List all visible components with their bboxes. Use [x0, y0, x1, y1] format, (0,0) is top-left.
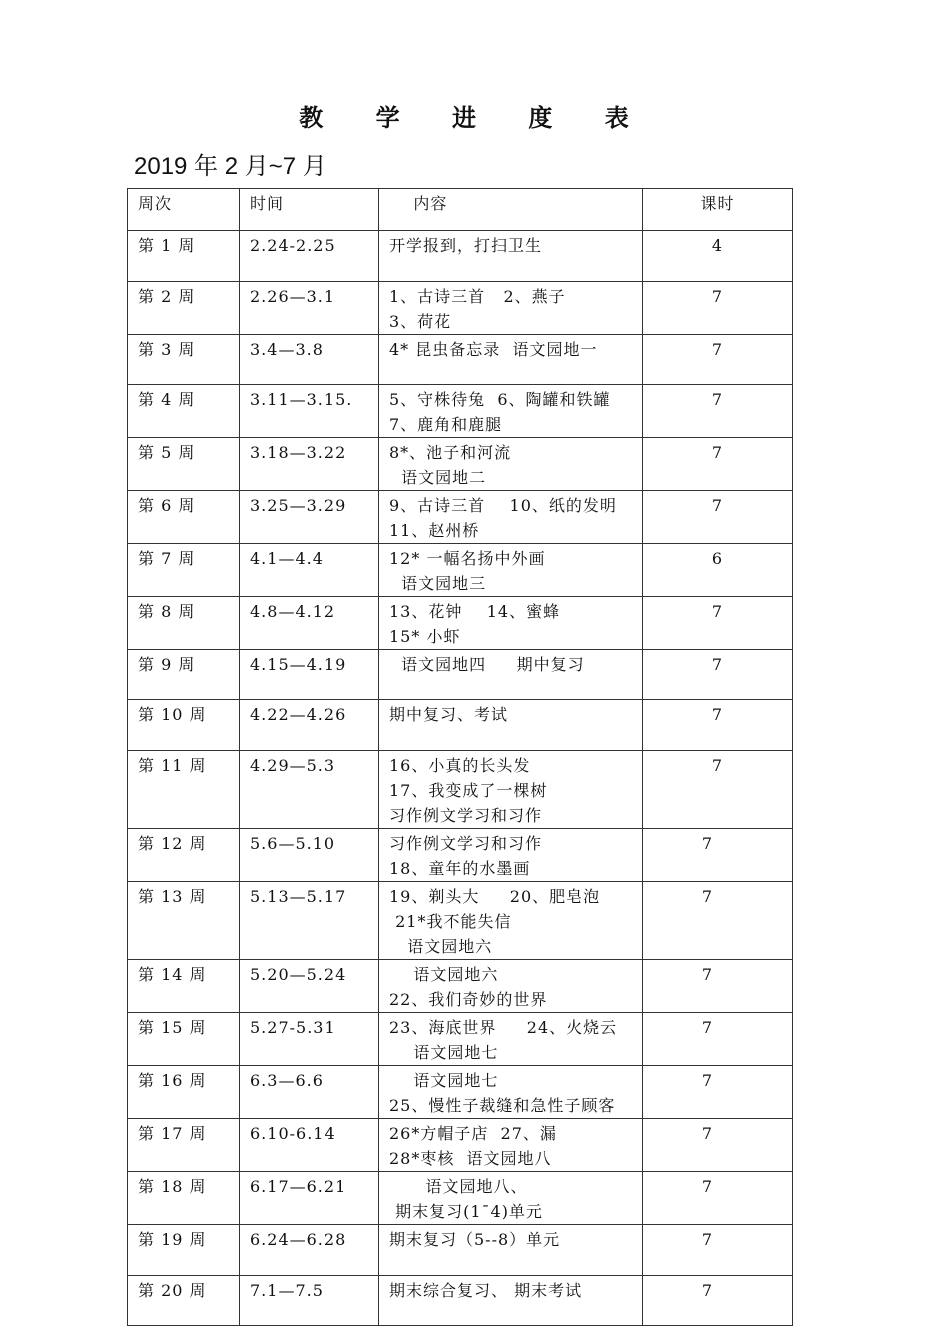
cell-time: 6.3—6.6: [240, 1066, 379, 1119]
content-line: 5、守株待兔 6、陶罐和铁罐: [389, 390, 611, 409]
content-line: 9、古诗三首 10、纸的发明: [389, 496, 617, 515]
schedule-table: [127, 188, 793, 1326]
cell-hours: 6: [643, 544, 793, 597]
cell-hours: 7: [643, 438, 793, 491]
content-line: 期末复习(1¯4)单元: [389, 1202, 543, 1221]
table-row: [128, 231, 793, 282]
content-line: 期末复习（5--8）单元: [389, 1230, 561, 1249]
content-line: 习作例文学习和习作: [389, 834, 543, 853]
cell-content: [379, 1119, 643, 1172]
cell-time: 4.1—4.4: [240, 544, 379, 597]
table-row: [128, 700, 793, 751]
content-line: 3、荷花: [389, 312, 452, 331]
cell-hours: 7: [643, 491, 793, 544]
cell-time: 6.24—6.28: [240, 1225, 379, 1276]
cell-content: [379, 650, 643, 700]
cell-content: [379, 1013, 643, 1066]
cell-hours: 4: [643, 231, 793, 282]
table-row: [128, 335, 793, 385]
cell-week: 第 4 周: [128, 385, 240, 438]
content-line: 28*枣核 语文园地八: [389, 1149, 552, 1168]
content-line: 12* 一幅名扬中外画: [389, 549, 546, 568]
table-row: [128, 438, 793, 491]
cell-week: 第 5 周: [128, 438, 240, 491]
cell-week: 第 2 周: [128, 282, 240, 335]
content-line: 4* 昆虫备忘录 语文园地一: [389, 340, 598, 359]
cell-content: [379, 438, 643, 491]
content-line: 23、海底世界 24、火烧云: [389, 1018, 618, 1037]
date-range-subtitle: 2019 年 2 月~7 月: [134, 153, 327, 180]
cell-week: 第 12 周: [128, 829, 240, 882]
header-week: 周次: [128, 189, 240, 231]
table-row: [128, 882, 793, 960]
content-line: 18、童年的水墨画: [389, 859, 531, 878]
cell-content: [379, 385, 643, 438]
content-line: 语文园地六: [389, 937, 493, 956]
cell-content: [379, 1066, 643, 1119]
content-line: 开学报到，打扫卫生: [389, 236, 543, 255]
table-row: [128, 829, 793, 882]
table-row: [128, 1172, 793, 1225]
cell-content: [379, 829, 643, 882]
cell-hours: 7: [643, 960, 793, 1013]
content-line: 11、赵州桥: [389, 521, 480, 540]
cell-week: 第 3 周: [128, 335, 240, 385]
cell-hours: 7: [643, 385, 793, 438]
content-line: 语文园地四 期中复习: [389, 655, 585, 674]
content-line: 语文园地三: [389, 574, 487, 593]
content-line: 8*、池子和河流: [389, 443, 512, 462]
content-line: 期中复习、考试: [389, 705, 509, 724]
cell-time: 6.10-6.14: [240, 1119, 379, 1172]
content-line: 13、花钟 14、蜜蜂: [389, 602, 561, 621]
cell-hours: 7: [643, 829, 793, 882]
cell-week: 第 1 周: [128, 231, 240, 282]
cell-week: 第 19 周: [128, 1225, 240, 1276]
cell-hours: 7: [643, 751, 793, 829]
cell-time: 2.26—3.1: [240, 282, 379, 335]
cell-hours: 7: [643, 1172, 793, 1225]
table-row: [128, 385, 793, 438]
header-content: 内容: [379, 189, 643, 231]
content-line: 7、鹿角和鹿腿: [389, 415, 503, 434]
table-row: [128, 751, 793, 829]
content-line: 1、古诗三首 2、燕子: [389, 287, 566, 306]
content-line: 语文园地二: [389, 468, 487, 487]
page-title: 教 学 进 度 表: [299, 104, 651, 132]
cell-hours: 7: [643, 1225, 793, 1276]
cell-week: 第 20 周: [128, 1276, 240, 1326]
cell-hours: 7: [643, 1013, 793, 1066]
cell-content: [379, 231, 643, 282]
content-line: 15* 小虾: [389, 627, 461, 646]
cell-week: 第 16 周: [128, 1066, 240, 1119]
content-line: 21*我不能失信: [389, 912, 512, 931]
cell-time: 5.27-5.31: [240, 1013, 379, 1066]
cell-time: 4.29—5.3: [240, 751, 379, 829]
cell-content: [379, 700, 643, 751]
content-line: 语文园地七: [389, 1043, 499, 1062]
cell-week: 第 11 周: [128, 751, 240, 829]
content-line: 期末综合复习、 期末考试: [389, 1281, 583, 1300]
cell-hours: 7: [643, 335, 793, 385]
cell-week: 第 18 周: [128, 1172, 240, 1225]
table-row: [128, 282, 793, 335]
cell-time: 5.20—5.24: [240, 960, 379, 1013]
content-line: 22、我们奇妙的世界: [389, 990, 548, 1009]
content-line: 16、小真的长头发: [389, 756, 531, 775]
cell-hours: 7: [643, 282, 793, 335]
table-row: [128, 1119, 793, 1172]
cell-content: [379, 1276, 643, 1326]
table-row: [128, 650, 793, 700]
cell-content: [379, 282, 643, 335]
cell-content: [379, 597, 643, 650]
cell-week: 第 8 周: [128, 597, 240, 650]
cell-time: 3.11—3.15.: [240, 385, 379, 438]
table-row: [128, 1225, 793, 1276]
table-row: [128, 491, 793, 544]
cell-content: [379, 544, 643, 597]
cell-time: 3.25—3.29: [240, 491, 379, 544]
content-line: 语文园地七: [389, 1071, 499, 1090]
cell-week: 第 13 周: [128, 882, 240, 960]
table-row: [128, 960, 793, 1013]
content-line: 习作例文学习和习作: [389, 806, 543, 825]
cell-time: 7.1—7.5: [240, 1276, 379, 1326]
cell-time: 6.17—6.21: [240, 1172, 379, 1225]
cell-hours: 7: [643, 882, 793, 960]
cell-hours: 7: [643, 1276, 793, 1326]
cell-content: [379, 960, 643, 1013]
content-line: 17、我变成了一棵树: [389, 781, 548, 800]
cell-time: 4.15—4.19: [240, 650, 379, 700]
header-time: 时间: [240, 189, 379, 231]
content-line: 语文园地六: [389, 965, 499, 984]
cell-time: 4.22—4.26: [240, 700, 379, 751]
cell-hours: 7: [643, 597, 793, 650]
cell-time: 3.4—3.8: [240, 335, 379, 385]
cell-content: [379, 335, 643, 385]
header-hours: 课时: [643, 189, 793, 231]
cell-week: 第 15 周: [128, 1013, 240, 1066]
table-row: [128, 544, 793, 597]
content-line: 26*方帽子店 27、漏: [389, 1124, 557, 1143]
content-line: 语文园地八、: [389, 1177, 528, 1196]
cell-content: [379, 1225, 643, 1276]
cell-content: [379, 751, 643, 829]
cell-hours: 7: [643, 650, 793, 700]
cell-time: 3.18—3.22: [240, 438, 379, 491]
table-row: [128, 1066, 793, 1119]
table-header-row: [128, 189, 793, 231]
cell-week: 第 6 周: [128, 491, 240, 544]
cell-week: 第 9 周: [128, 650, 240, 700]
cell-time: 4.8—4.12: [240, 597, 379, 650]
cell-content: [379, 1172, 643, 1225]
cell-week: 第 10 周: [128, 700, 240, 751]
cell-time: 5.6—5.10: [240, 829, 379, 882]
cell-hours: 7: [643, 1119, 793, 1172]
cell-content: [379, 491, 643, 544]
cell-hours: 7: [643, 700, 793, 751]
cell-week: 第 14 周: [128, 960, 240, 1013]
cell-week: 第 17 周: [128, 1119, 240, 1172]
cell-time: 5.13—5.17: [240, 882, 379, 960]
content-line: 25、慢性子裁缝和急性子顾客: [389, 1096, 616, 1115]
table-row: [128, 1013, 793, 1066]
table-row: [128, 1276, 793, 1326]
content-line: 19、剃头大 20、肥皂泡: [389, 887, 601, 906]
cell-content: [379, 882, 643, 960]
cell-time: 2.24-2.25: [240, 231, 379, 282]
cell-hours: 7: [643, 1066, 793, 1119]
cell-week: 第 7 周: [128, 544, 240, 597]
table-row: [128, 597, 793, 650]
